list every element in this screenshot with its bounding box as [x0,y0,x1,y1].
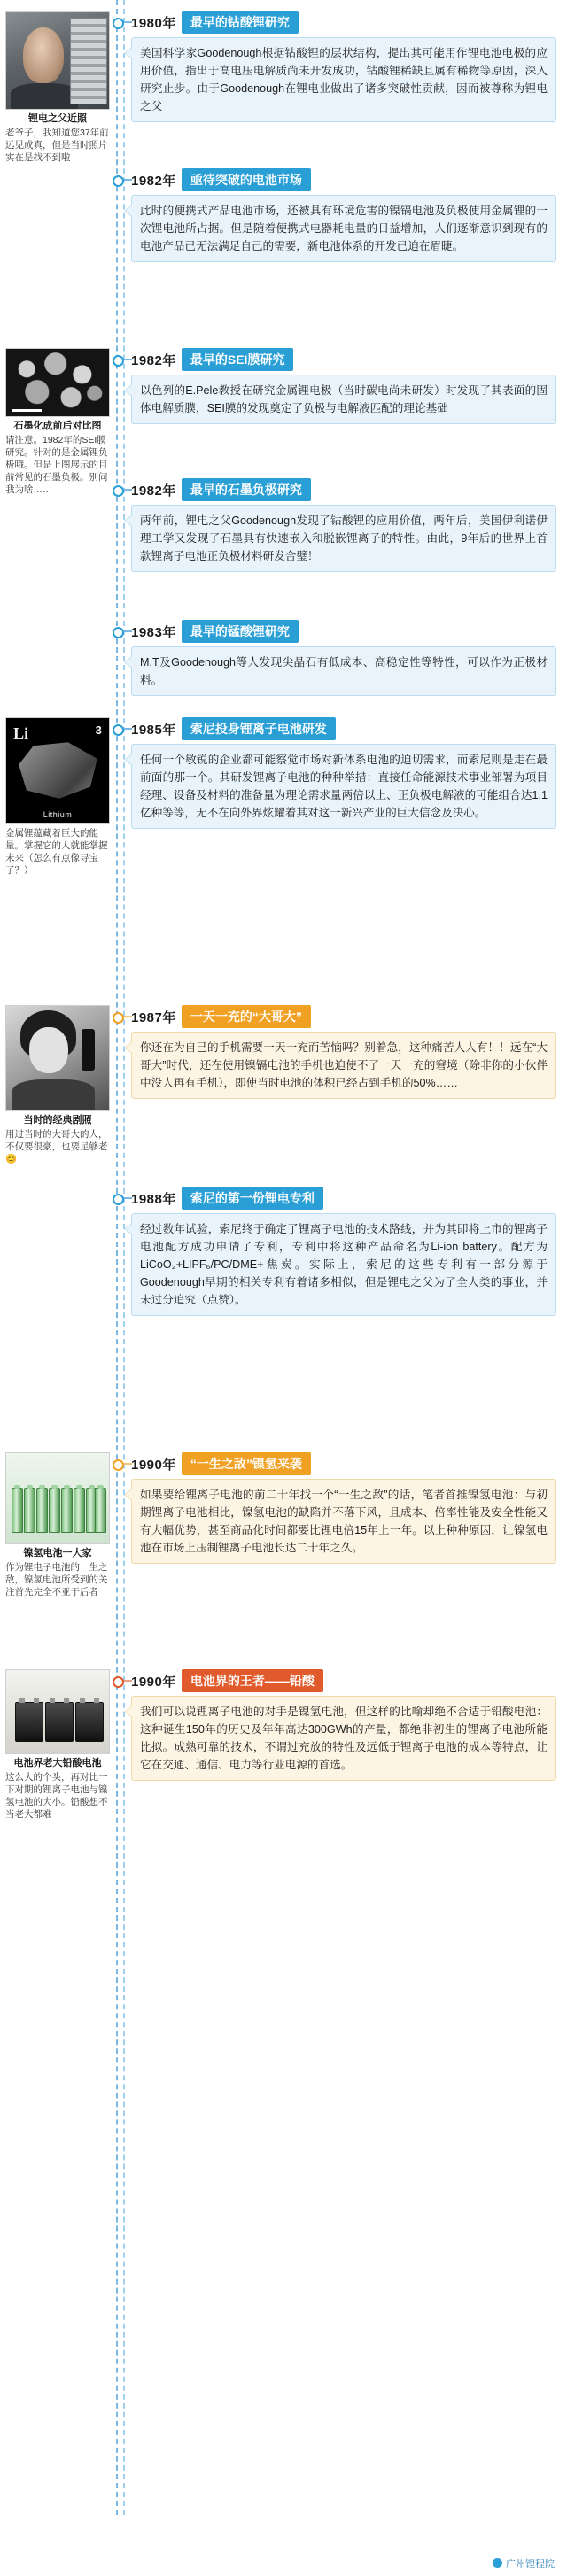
entry-title-chip: “一生之敌”镍氢来袭 [182,1452,311,1475]
entry-media [5,1669,110,1821]
entry-body [131,1479,556,1564]
timeline-node [113,724,124,736]
photo-caption: 请注意。1982年的SEI膜研究。针对的是金属锂负极哦。但是上图展示的目前常见的石墨负极。别问我为啥…… [5,435,108,495]
footer-text: 广州锂程院 [506,2559,555,2570]
entry-body-text: 我们可以说锂离子电池的对手是镍氢电池，但这样的比喻却绝不合适于铅酸电池：这种诞生150年的历史及年年高达300GWh的产量，都绝非初生的锂离子电池所能比拟。成熟可靠的技术，不谓过充放的特性及远低于锂离子电池的成本等特点，让它在交通、通信、电力等行业电源的首选。 [140,1706,548,1771]
goodenough-portrait [5,11,110,110]
entry-media [5,1005,110,1165]
entry-headline [131,478,556,501]
nimh-cells-array [5,1452,110,1544]
entry-body [131,744,556,829]
entry-content [131,717,556,829]
photo-caption: 用过当时的大哥大的人，不仅要很豪，也要足够老 😊 [5,1129,108,1164]
entry-year: 1988年 [131,1191,176,1207]
timeline-axis [116,0,118,2515]
entry-content [131,1005,556,1099]
entry-year: 1990年 [131,1457,176,1473]
entry-title-chip: 亟待突破的电池市场 [182,168,311,191]
brand-logo-icon [493,2558,502,2568]
entry-body [131,1696,556,1781]
footer-branding [0,2557,567,2571]
entry-content [131,1669,556,1781]
entry-body-text: 经过数年试验，索尼终于确定了锂离子电池的技术路线，并为其即将上市的锂离子电池配方成功申请了专利，专利中将这种产品命名为Li-ion battery。配方为LiCoO₂+LIPF₆/PC/DME+焦炭。实际上，索尼的这些专利有一部分源于Goodenough早期的相关专利有着诸多相似，但是锂电之父为了全人类的事业，并未过分追究（点赞）。 [140,1223,548,1306]
lithium-element-tile [5,717,110,824]
entry-title-chip: 最早的SEI膜研究 [182,348,294,371]
entry-year: 1983年 [131,624,176,640]
entry-body-text: 美国科学家Goodenough根据钴酸锂的层状结构，提出其可能用作锂电池电极的应用价值，指出于高电压电解质尚未开发成功，钴酸锂稀缺且属有稀物等原因，深入研究止步。由于Goodenough在锂电业做出了诸多突破性贡献，因而被尊称为锂电之父 [140,47,548,112]
entry-content [131,1187,556,1316]
retro-phone-user [5,1005,110,1111]
entry-body [131,1032,556,1099]
entry-title-chip: 索尼的第一份锂电专利 [182,1187,323,1210]
entry-headline [131,168,556,191]
entry-content [131,168,556,262]
entry-title-chip: 最早的钴酸锂研究 [182,11,299,34]
entry-content [131,11,556,122]
photo-title: 石墨化成前后对比图 [13,421,102,431]
entry-headline [131,620,556,643]
timeline-node [113,18,124,29]
entry-body-text: 你还在为自己的手机需要一天一充而苦恼吗？别着急，这种痛苦人人有！！远在“大哥大”时代，还在使用镍镉电池的手机也迫使不了一天一充的窘境（除非你的小伙伴中没人再有手机），即使当时电池的体积已经占到手机的50%…… [140,1041,548,1089]
entry-body-text: 此时的便携式产品电池市场，还被具有环境危害的镍镉电池及负极使用金属锂的一次锂电池所占据。但是随着便携式电器耗电量的日益增加，人们逐渐意识到现有的电池产品已无法满足自己的需要，新电池体系的开发已迫在眉睫。 [140,205,548,252]
entry-headline [131,1669,556,1692]
entry-year: 1982年 [131,173,176,189]
timeline-node [113,485,124,497]
entry-year: 1980年 [131,15,176,31]
entry-title-chip: 一天一充的“大哥大” [182,1005,311,1028]
entry-body [131,195,556,262]
element-name: Lithium [43,810,73,819]
entry-headline [131,348,556,371]
entry-title-chip: 最早的锰酸锂研究 [182,620,299,643]
entry-body-text: 如果要给锂离子电池的前二十年找一个“一生之敌”的话，笔者首推镍氢电池：与初期锂离子电池相比，镍氢电池的缺陷并不落下风，且成本、倍率性能及安全性能又有大幅优势，甚至商品化时间都要比锂电倍15年上一年。以上种种原因，让镍氢电池在市场上压制锂离子电池长达二十年之久。 [140,1489,548,1554]
entry-year: 1982年 [131,483,176,499]
entry-content [131,620,556,696]
entry-media [5,717,110,877]
entry-year: 1990年 [131,1674,176,1690]
photo-caption: 金属锂蕴藏着巨大的能量。掌握它的人就能掌握未来（怎么有点像寻宝了？） [5,828,108,876]
timeline-node [113,1194,124,1205]
entry-body-text: M.T及Goodenough等人发现尖晶石有低成本、高稳定性等特性，可以作为正极材料。 [140,656,548,686]
entry-content [131,348,556,424]
timeline-node [113,1459,124,1471]
timeline-node [113,175,124,187]
entry-title-chip: 电池界的王者——铅酸 [182,1669,323,1692]
entry-media [5,11,110,164]
photo-caption: 作为锂电子电池的一生之敌，镍氢电池所受到的关注首先完全不亚于后者 [5,1562,108,1597]
element-number: 3 [95,723,102,737]
timeline-node [113,1676,124,1688]
entry-body [131,1213,556,1316]
photo-title: 电池界老大铅酸电池 [13,1758,102,1768]
entry-body [131,646,556,696]
entry-content [131,478,556,572]
entry-headline [131,1005,556,1028]
timeline-node [113,1012,124,1024]
entry-headline [131,717,556,740]
entry-media [5,1452,110,1598]
entry-year: 1985年 [131,722,176,738]
entry-headline [131,1452,556,1475]
entry-body-text: 任何一个敏锐的企业都可能察觉市场对新体系电池的迫切需求，而索尼则是走在最前面的那一个。其研发锂离子电池的种种举措：直接任命能源技术事业部署为项目经理、设备及材料的准备量为理论需求量两倍以上、正负极电解液的可能组合达1.1亿种等等，无不在向外界炫耀着其对这一新兴产业的巨大信念及决心。 [140,754,548,819]
element-symbol: Li [13,724,29,743]
photo-title: 镍氢电池一大家 [23,1548,92,1559]
entry-title-chip: 最早的石墨负极研究 [182,478,311,501]
entry-year: 1987年 [131,1010,176,1025]
photo-title: 锂电之父近照 [28,113,87,124]
entry-body-text: 以色列的E.Pele教授在研究金属锂电极（当时碳电尚未研发）时发现了其表面的固体电解质膜，SEI膜的发现奠定了负极与电解液匹配的理论基础 [140,384,548,414]
timeline-axis-secondary [123,0,125,2515]
entry-body-text: 两年前，锂电之父Goodenough发现了钴酸锂的应用价值，两年后，美国伊利诺伊理工学又发现了石墨具有快速嵌入和脱嵌锂离子的特性。由此，9年后的世界上首款锂离子电池正负极材料研发合璧！ [140,514,548,562]
entry-content [131,1452,556,1564]
entry-title-chip: 索尼投身锂离子电池研发 [182,717,336,740]
entry-headline [131,1187,556,1210]
timeline-node [113,627,124,638]
photo-caption: 这么大的个头，再对比一下对期的锂离子电池与镍氢电池的大小。铅酸想不当老大都难 [5,1772,108,1820]
entry-body [131,37,556,122]
entry-body [131,375,556,424]
entry-headline [131,11,556,34]
entry-media [5,348,110,496]
photo-title: 当时的经典剧照 [23,1115,92,1126]
timeline-node [113,355,124,367]
entry-body [131,505,556,572]
entry-year: 1982年 [131,352,176,368]
lead-acid-batteries [5,1669,110,1754]
sem-graphitization [5,348,110,417]
photo-caption: 老爷子，我知道您37年前远见成真，但是当时照片实在是找不到啦 [5,128,109,163]
